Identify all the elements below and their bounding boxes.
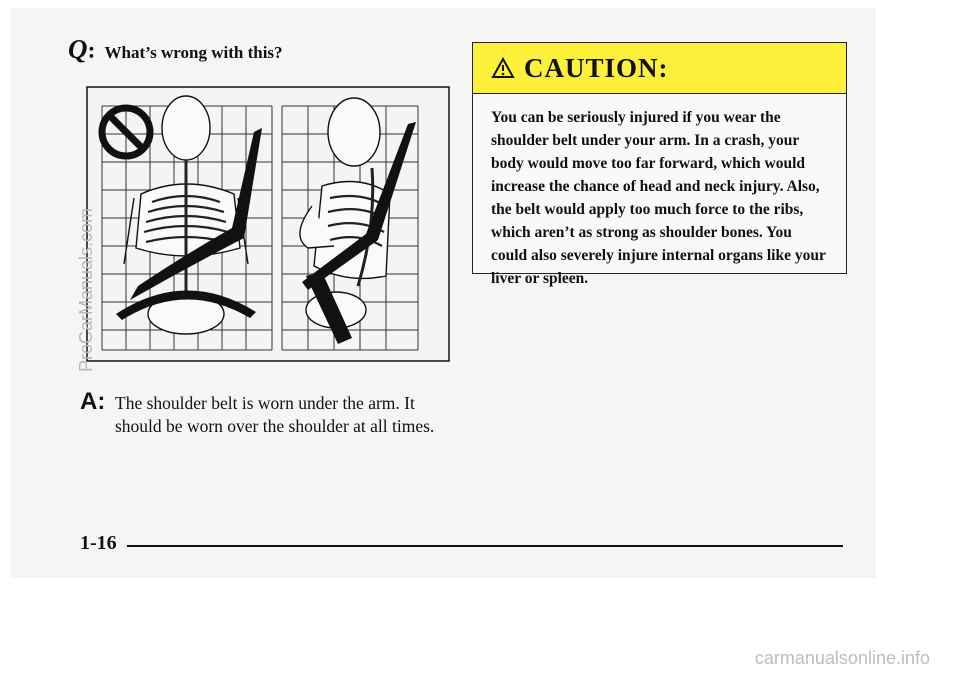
site-brand: carmanualsonline.info — [754, 648, 930, 668]
answer-line — [80, 388, 460, 438]
caution-text: You can be seriously injured if you wear the shoulder belt under your arm. In a crash, your body would move too far forward, which would increase the chance of head and neck injury. Also, the belt would apply too much force to the ribs, which aren’t as strong as shoulder bones. You could also severely injure internal organs like your liver or spleen. — [491, 109, 826, 287]
question-colon: : — [87, 38, 96, 64]
answer-marker: A: — [80, 388, 106, 415]
caution-title: CAUTION: — [524, 52, 669, 83]
caution-header — [473, 43, 846, 94]
question-text: What’s wrong with this? — [104, 43, 283, 62]
answer-text: The shoulder belt is worn under the arm. It should be worn over the shoulder at all times. — [115, 393, 435, 436]
caution-box — [472, 42, 847, 287]
footer-rule — [127, 545, 843, 547]
warning-triangle-icon — [491, 57, 515, 79]
page-number: 1-16 — [80, 532, 117, 554]
question-marker: Q — [68, 34, 88, 64]
side-watermark: ProCarManuals.com — [76, 207, 96, 372]
seatbelt-illustration — [86, 86, 450, 362]
manual-page — [10, 8, 876, 578]
question-line — [68, 34, 283, 65]
